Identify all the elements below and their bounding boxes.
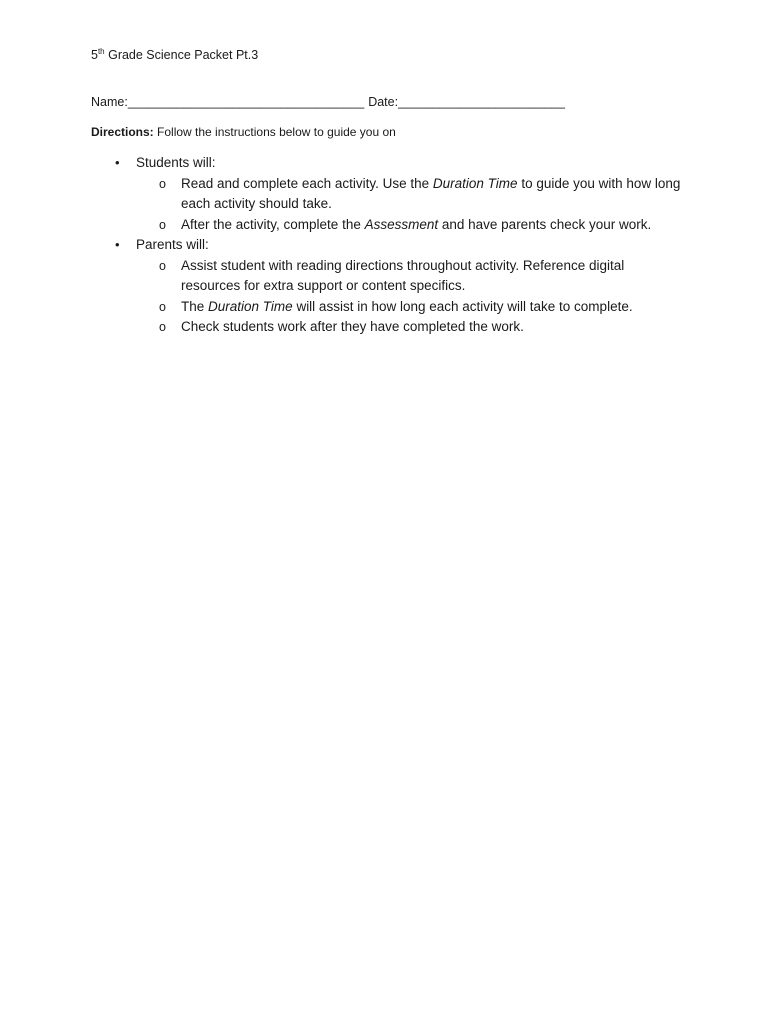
name-label: Name: xyxy=(91,95,128,109)
title-number: 5 xyxy=(91,48,98,62)
students-item-2: After the activity, complete the Assessment and have parents check your work. xyxy=(181,216,652,232)
circle-bullet-icon: o xyxy=(159,320,166,334)
list-item-parents xyxy=(0,235,770,256)
sub-list-item xyxy=(0,215,770,236)
directions-line xyxy=(91,124,396,140)
name-blank: __________________________________ xyxy=(127,95,365,109)
duration-time-term: Duration Time xyxy=(208,298,293,314)
bullet-icon: • xyxy=(115,155,120,170)
sub-list-item xyxy=(0,317,770,338)
circle-bullet-icon: o xyxy=(159,176,166,191)
circle-bullet-icon: o xyxy=(159,258,166,273)
title-ordinal-suffix: th xyxy=(97,46,105,56)
parents-heading: Parents will: xyxy=(136,237,209,252)
duration-time-term: Duration Time xyxy=(432,175,518,191)
instruction-list xyxy=(0,153,770,338)
assessment-term: Assessment xyxy=(364,216,439,232)
name-date-line xyxy=(91,94,565,110)
title-text: Grade Science Packet Pt.3 xyxy=(104,48,259,62)
circle-bullet-icon: o xyxy=(159,299,166,314)
circle-bullet-icon: o xyxy=(159,217,166,232)
sub-list-item xyxy=(0,297,770,318)
students-heading: Students will: xyxy=(136,155,216,170)
parents-item-2: The Duration Time will assist in how long each activity will take to complete. xyxy=(181,298,633,314)
directions-label: Directions: xyxy=(91,125,154,139)
parents-item-1: Assist student with reading directions throughout activity. Reference digital resources for extra support or content specifics. xyxy=(181,257,625,293)
list-item-students xyxy=(0,153,770,174)
sub-list-item xyxy=(0,174,770,215)
parents-item-3: Check students work after they have completed the work. xyxy=(181,319,524,334)
bullet-icon: • xyxy=(115,237,120,252)
date-blank: ________________________ xyxy=(398,95,565,109)
page-title xyxy=(91,47,258,63)
sub-list-item xyxy=(0,256,770,297)
directions-text: Follow the instructions below to guide you on xyxy=(153,125,396,139)
date-label: Date: xyxy=(368,95,399,109)
students-item-1: Read and complete each activity. Use the Duration Time to guide you with how long each activity should take. xyxy=(181,175,681,211)
